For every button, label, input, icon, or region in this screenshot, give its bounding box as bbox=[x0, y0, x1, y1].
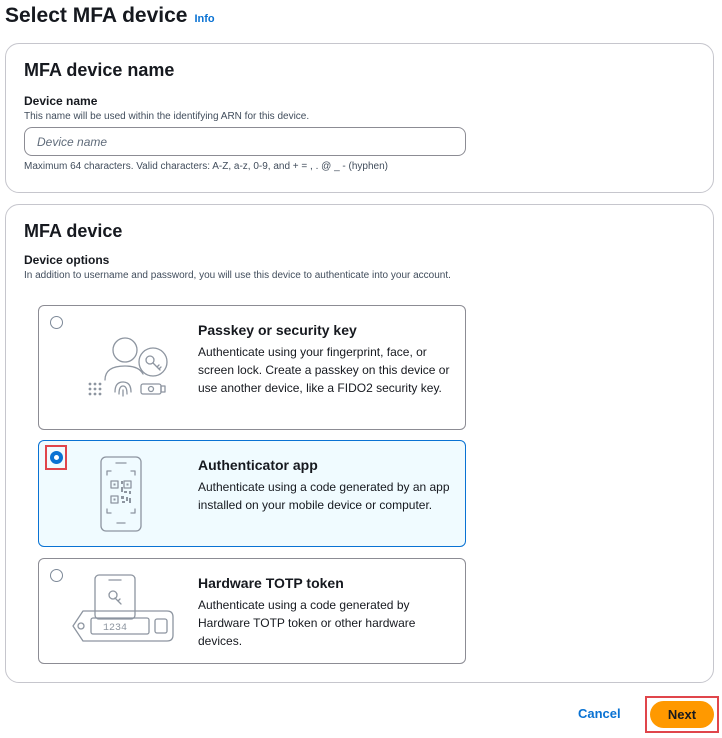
authenticator-app-icon bbox=[79, 451, 179, 541]
mfa-device-card bbox=[5, 204, 714, 683]
page-title-text: Select MFA device bbox=[5, 4, 188, 27]
option-hardware-totp-description: Authenticate using a code generated by Hardware TOTP token or other hardware devices. bbox=[198, 598, 416, 648]
option-authenticator-app-description: Authenticate using a code generated by an app installed on your mobile device or computer. bbox=[198, 480, 450, 512]
option-passkey[interactable] bbox=[38, 305, 466, 430]
option-authenticator-app[interactable] bbox=[38, 440, 466, 547]
hardware-token-icon bbox=[69, 569, 179, 661]
option-hardware-totp[interactable] bbox=[38, 558, 466, 664]
mfa-device-name-title: MFA device name bbox=[24, 60, 175, 80]
passkey-icon bbox=[79, 320, 179, 420]
device-name-description: This name will be used within the identifying ARN for this device. bbox=[24, 111, 310, 122]
device-options-label: Device options bbox=[24, 253, 110, 267]
device-options-description: In addition to username and password, you will use this device to authenticate into your account. bbox=[24, 270, 451, 281]
option-passkey-title: Passkey or security key bbox=[198, 322, 357, 338]
option-passkey-description: Authenticate using your fingerprint, face, or screen lock. Create a passkey on this device or use another device, like a FIDO2 security key. bbox=[198, 345, 450, 395]
token-display-text: 1234 bbox=[103, 623, 128, 634]
radio-passkey[interactable] bbox=[50, 316, 63, 329]
option-authenticator-app-title: Authenticator app bbox=[198, 457, 318, 473]
info-link[interactable]: Info bbox=[194, 13, 215, 25]
device-name-label: Device name bbox=[24, 94, 98, 108]
page-title bbox=[5, 4, 215, 28]
mfa-device-title: MFA device bbox=[24, 221, 123, 241]
cancel-button[interactable]: Cancel bbox=[578, 706, 621, 721]
radio-authenticator-app[interactable] bbox=[50, 451, 63, 464]
next-button[interactable]: Next bbox=[650, 701, 714, 728]
option-hardware-totp-title: Hardware TOTP token bbox=[198, 575, 344, 591]
radio-hardware-totp[interactable] bbox=[50, 569, 63, 582]
device-name-input[interactable] bbox=[24, 127, 466, 156]
device-name-constraint: Maximum 64 characters. Valid characters: A-Z, a-z, 0-9, and + = , . @ _ - (hyphen) bbox=[24, 161, 388, 172]
mfa-device-name-card bbox=[5, 43, 714, 193]
